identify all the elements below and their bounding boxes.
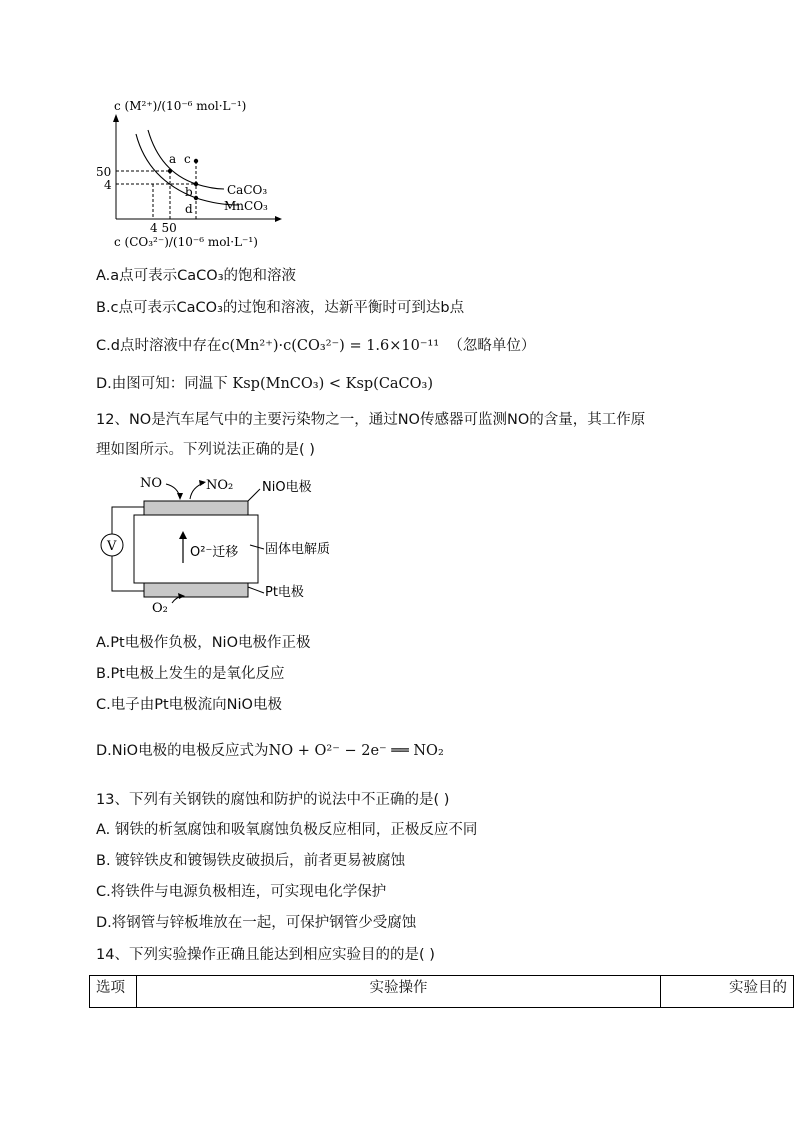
q13-option-d: D.将钢管与锌板堆放在一起，可保护钢管少受腐蚀	[96, 915, 417, 931]
point-b-dot	[194, 182, 198, 186]
voltmeter-label: V	[107, 539, 117, 554]
table-header-operation: 实验操作	[137, 976, 661, 1008]
q13-option-c: C.将铁件与电源负极相连，可实现电化学保护	[96, 884, 387, 900]
q11-option-c-suffix: （忽略单位）	[448, 338, 536, 354]
q11-option-d	[96, 374, 433, 394]
q12-stem-line2: 理如图所示。下列说法正确的是( )	[96, 442, 315, 458]
q12-option-d	[96, 741, 444, 761]
q12-option-c: C.电子由Pt电极流向NiO电极	[96, 697, 282, 713]
point-a-label: a	[169, 152, 177, 166]
q12-option-d-prefix: D.NiO电极的电极反应式为	[96, 743, 269, 759]
nio-leader	[248, 489, 260, 501]
q12-option-b: B.Pt电极上发生的是氧化反应	[96, 666, 285, 682]
migration-label: O²⁻迁移	[190, 545, 239, 560]
table-header-purpose: 实验目的	[661, 976, 794, 1008]
nio-electrode-rect	[144, 501, 248, 515]
table-header-row	[90, 976, 794, 1008]
sensor-diagram-svg	[0, 465, 400, 625]
point-b-label: b	[185, 185, 193, 199]
x-ticks: 4 50	[150, 221, 177, 235]
no2-label: NO₂	[206, 478, 234, 493]
q13-option-a: A. 钢铁的析氢腐蚀和吸氧腐蚀负极反应相同，正极反应不同	[96, 822, 478, 838]
q12-stem-line1: 12、NO是汽车尾气中的主要污染物之一，通过NO传感器可监测NO的含量，其工作原	[96, 412, 646, 428]
q13-stem: 13、下列有关钢铁的腐蚀和防护的说法中不正确的是( )	[96, 792, 450, 808]
x-axis-arrow	[275, 216, 282, 222]
y-tick-50: 50	[96, 165, 112, 179]
o2-label: O₂	[152, 601, 168, 616]
point-d-label: d	[185, 202, 193, 216]
q11-option-c-prefix: C.d点时溶液中存在	[96, 338, 222, 354]
pt-electrode-rect	[144, 583, 248, 597]
no-arrowhead	[177, 493, 183, 500]
q13-option-b: B. 镀锌铁皮和镀锡铁皮破损后，前者更易被腐蚀	[96, 853, 406, 869]
chart-svg	[0, 0, 794, 260]
q14-table	[89, 975, 794, 1008]
x-axis-label: c (CO₃²⁻)/(10⁻⁶ mol·L⁻¹)	[114, 235, 258, 249]
q11-option-c-expr: c(Mn²⁺)·c(CO₃²⁻) = 1.6×10⁻¹¹	[221, 338, 440, 354]
q11-option-c	[96, 336, 535, 356]
point-c-dot	[194, 159, 198, 163]
no2-arrow	[190, 483, 204, 499]
q11-option-d-expr: Ksp(MnCO₃) < Ksp(CaCO₃)	[232, 376, 434, 392]
y-axis-label: c (M²⁺)/(10⁻⁶ mol·L⁻¹)	[114, 99, 247, 113]
q12-option-a: A.Pt电极作负极，NiO电极作正极	[96, 635, 311, 651]
point-c-label: c	[184, 152, 191, 166]
pt-leader	[248, 587, 264, 593]
no2-arrowhead	[199, 480, 206, 486]
q11-option-d-prefix: D.由图可知：同温下	[96, 376, 228, 392]
no-arrow	[166, 484, 180, 498]
q11-option-a: A.a点可表示CaCO₃的饱和溶液	[96, 268, 297, 284]
y-axis-arrow	[113, 114, 119, 122]
no-label: NO	[140, 476, 163, 491]
electrolyte-label: 固体电解质	[265, 542, 331, 557]
q11-option-b: B.c点可表示CaCO₃的过饱和溶液，达新平衡时可到达b点	[96, 300, 465, 316]
table-header-option: 选项	[90, 976, 137, 1008]
q12-option-d-expr: NO + O²⁻ − 2e⁻ ══ NO₂	[268, 743, 444, 759]
pt-electrode-label: Pt电极	[265, 585, 304, 600]
mnco3-label: MnCO₃	[224, 199, 268, 213]
q14-stem: 14、下列实验操作正确且能达到相应实验目的的是( )	[96, 947, 435, 963]
y-tick-4: 4	[104, 178, 112, 192]
caco3-label: CaCO₃	[227, 183, 268, 197]
point-d-dot	[194, 196, 198, 200]
nio-electrode-label: NiO电极	[262, 480, 312, 495]
point-a-dot	[168, 169, 172, 173]
